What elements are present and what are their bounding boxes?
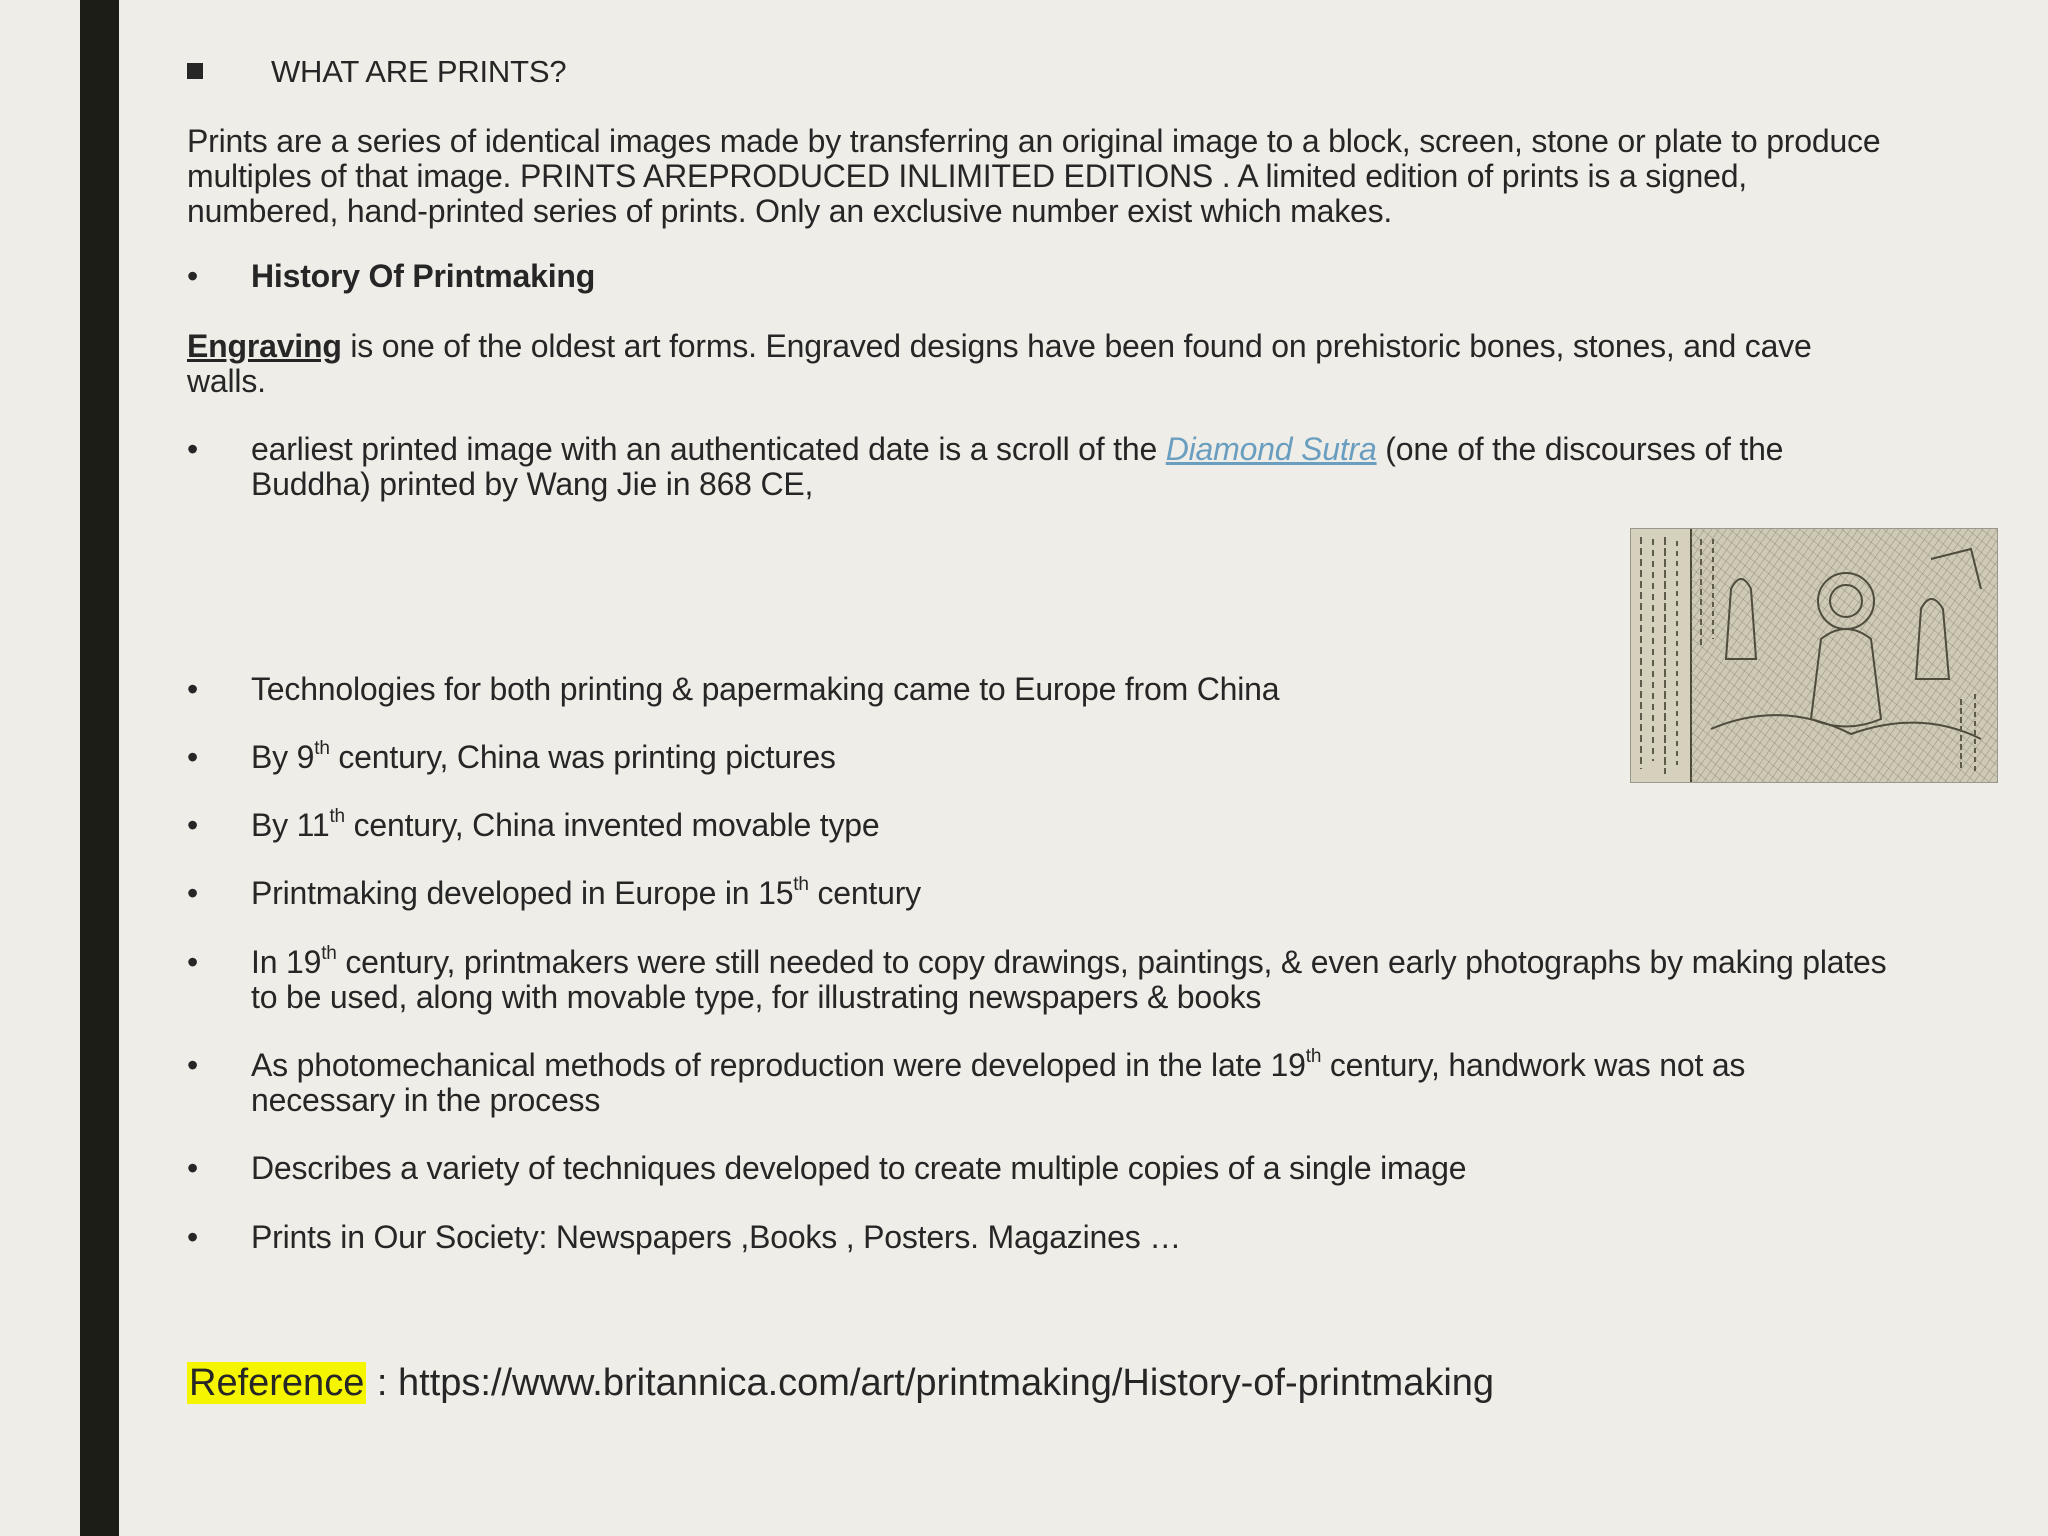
bullet-text: Technologies for both printing & papermaking came to Europe from China: [251, 671, 1280, 707]
bullet-icon: •: [187, 944, 199, 980]
bullet-text-line2: to be used, along with movable type, for illustrating newspapers & books: [251, 979, 1262, 1015]
diamond-text-after: (one of the discourses of the: [1376, 431, 1784, 467]
intro-line: multiples of that image. PRINTS AREPRODUCED INLIMITED EDITIONS . A limited edition of prints is a signed,: [187, 158, 1747, 194]
bullet-icon: •: [187, 431, 199, 467]
bullet-text: Printmaking developed in Europe in 15: [251, 875, 794, 911]
bullet-icon: •: [187, 875, 199, 911]
bullet-text: As photomechanical methods of reproduction were developed in the late 19: [251, 1047, 1306, 1083]
diamond-text: earliest printed image with an authenticated date is a scroll of the: [251, 431, 1166, 467]
ordinal-suffix: th: [1305, 1046, 1322, 1068]
diamond-text-line2: Buddha) printed by Wang Jie in 868 CE,: [251, 466, 814, 502]
square-bullet-icon: [187, 63, 203, 79]
engraving-text: is one of the oldest art forms. Engraved designs have been found on prehistoric bones, stones, and cave: [341, 328, 1812, 364]
bullet-icon: •: [187, 739, 199, 775]
diamond-sutra-link[interactable]: Diamond Sutra: [1165, 431, 1377, 467]
bullet-text: Describes a variety of techniques developed to create multiple copies of a single image: [251, 1150, 1467, 1186]
bullet-text: century, China invented movable type: [344, 807, 880, 843]
bullet-icon: •: [187, 258, 199, 294]
intro-line: numbered, hand-printed series of prints. Only an exclusive number exist which makes.: [187, 193, 1393, 229]
list-item: [187, 876, 921, 911]
bullet-icon: •: [187, 671, 199, 707]
bullet-text-line2: necessary in the process: [251, 1082, 601, 1118]
bullet-text: century, China was printing pictures: [329, 739, 836, 775]
diamond-sutra-image: [1630, 528, 1998, 783]
slide-left-margin: [0, 0, 80, 1536]
slide-accent-bar: [80, 0, 119, 1536]
ordinal-suffix: th: [314, 738, 330, 760]
ordinal-suffix: th: [793, 874, 809, 896]
heading-text: WHAT ARE PRINTS?: [271, 54, 567, 89]
ordinal-suffix: th: [321, 943, 337, 965]
diamond-sutra-item: [187, 432, 1783, 502]
intro-line: Prints are a series of identical images made by transferring an original image to a block, screen, stone or plate to produce: [187, 123, 1881, 159]
history-heading: History Of Printmaking: [251, 258, 596, 294]
bullet-text: century, handwork was not as: [1321, 1047, 1746, 1083]
bullet-text: By 9: [251, 739, 315, 775]
list-item: [187, 740, 836, 775]
bullet-icon: •: [187, 1219, 199, 1255]
bullet-text: In 19: [251, 944, 322, 980]
engraving-paragraph: [187, 329, 1812, 399]
bullet-text: century: [808, 875, 921, 911]
engraving-text-line2: walls.: [187, 363, 266, 399]
list-item: [187, 1220, 1181, 1255]
reference-url[interactable]: : https://www.britannica.com/art/printmaking/History-of-printmaking: [366, 1362, 1495, 1404]
history-heading-item: [187, 259, 595, 294]
ordinal-suffix: th: [329, 806, 345, 828]
bullet-text: century, printmakers were still needed to copy drawings, paintings, & even early photographs by making plates: [336, 944, 1887, 980]
bullet-icon: •: [187, 1047, 199, 1083]
reference-label: Reference: [189, 1362, 365, 1404]
bullet-text: By 11: [251, 807, 330, 843]
list-item: [187, 1048, 1745, 1118]
intro-paragraph: [187, 124, 1880, 229]
slide-heading: [187, 54, 566, 90]
list-item: [187, 808, 879, 843]
bullet-icon: •: [187, 1150, 199, 1186]
reference-line: [187, 1358, 1494, 1408]
engraving-term: Engraving: [187, 328, 342, 364]
list-item: [187, 672, 1279, 707]
list-item: [187, 945, 1886, 1015]
bullet-text: Prints in Our Society: Newspapers ,Books , Posters. Magazines …: [251, 1219, 1181, 1255]
list-item: [187, 1151, 1466, 1186]
bullet-icon: •: [187, 807, 199, 843]
